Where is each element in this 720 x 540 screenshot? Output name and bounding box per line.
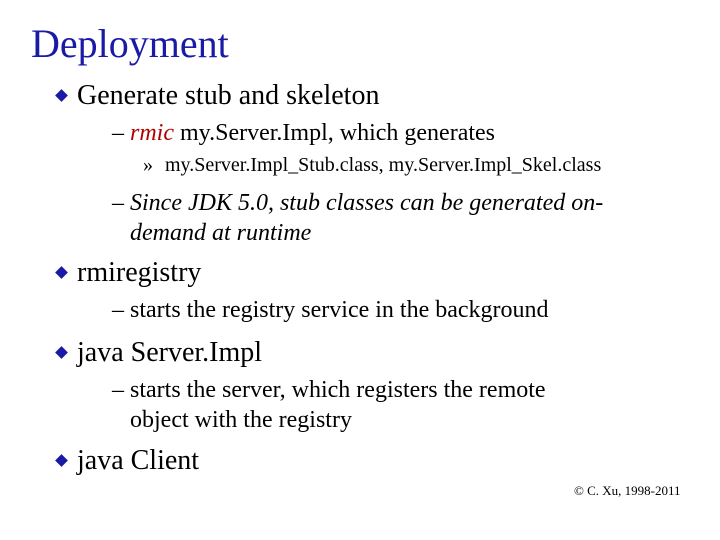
subbullet-text: starts the registry service in the background bbox=[130, 297, 549, 323]
subbullet-text-line1: Since JDK 5.0, stub classes can be generated on- bbox=[130, 190, 604, 216]
bullet-java-client bbox=[77, 444, 199, 478]
dash-marker: – bbox=[112, 190, 124, 216]
diamond-bullet-icon bbox=[55, 89, 68, 102]
bullet-generate-stub bbox=[77, 79, 379, 113]
bullet-java-server bbox=[77, 336, 262, 370]
bullet-text: java Server.Impl bbox=[77, 337, 263, 368]
slide-title: Deployment bbox=[31, 21, 229, 66]
bullet-text: java Client bbox=[77, 445, 200, 476]
diamond-bullet-icon bbox=[55, 266, 68, 279]
bullet-rmiregistry bbox=[77, 256, 201, 290]
bullet-text: rmiregistry bbox=[77, 257, 202, 288]
subbullet-text-line2: demand at runtime bbox=[130, 220, 312, 246]
guillemet-marker: » bbox=[143, 154, 153, 176]
diamond-bullet-icon bbox=[55, 454, 68, 467]
dash-marker: – bbox=[112, 297, 124, 323]
rmic-keyword: rmic bbox=[130, 120, 174, 146]
subbullet-text-line2: object with the registry bbox=[130, 407, 352, 433]
bullet-text: Generate stub and skeleton bbox=[77, 80, 380, 111]
subbullet-text: my.Server.Impl, which generates bbox=[174, 120, 496, 146]
copyright-footer: © C. Xu, 1998-2011 bbox=[574, 483, 681, 498]
dash-marker: – bbox=[112, 120, 124, 146]
subbullet-text-line1: starts the server, which registers the remote bbox=[130, 377, 546, 403]
dash-marker: – bbox=[112, 377, 124, 403]
diamond-bullet-icon bbox=[55, 346, 68, 359]
subsubbullet-text: my.Server.Impl_Stub.class, my.Server.Impl_Skel.class bbox=[165, 154, 602, 176]
